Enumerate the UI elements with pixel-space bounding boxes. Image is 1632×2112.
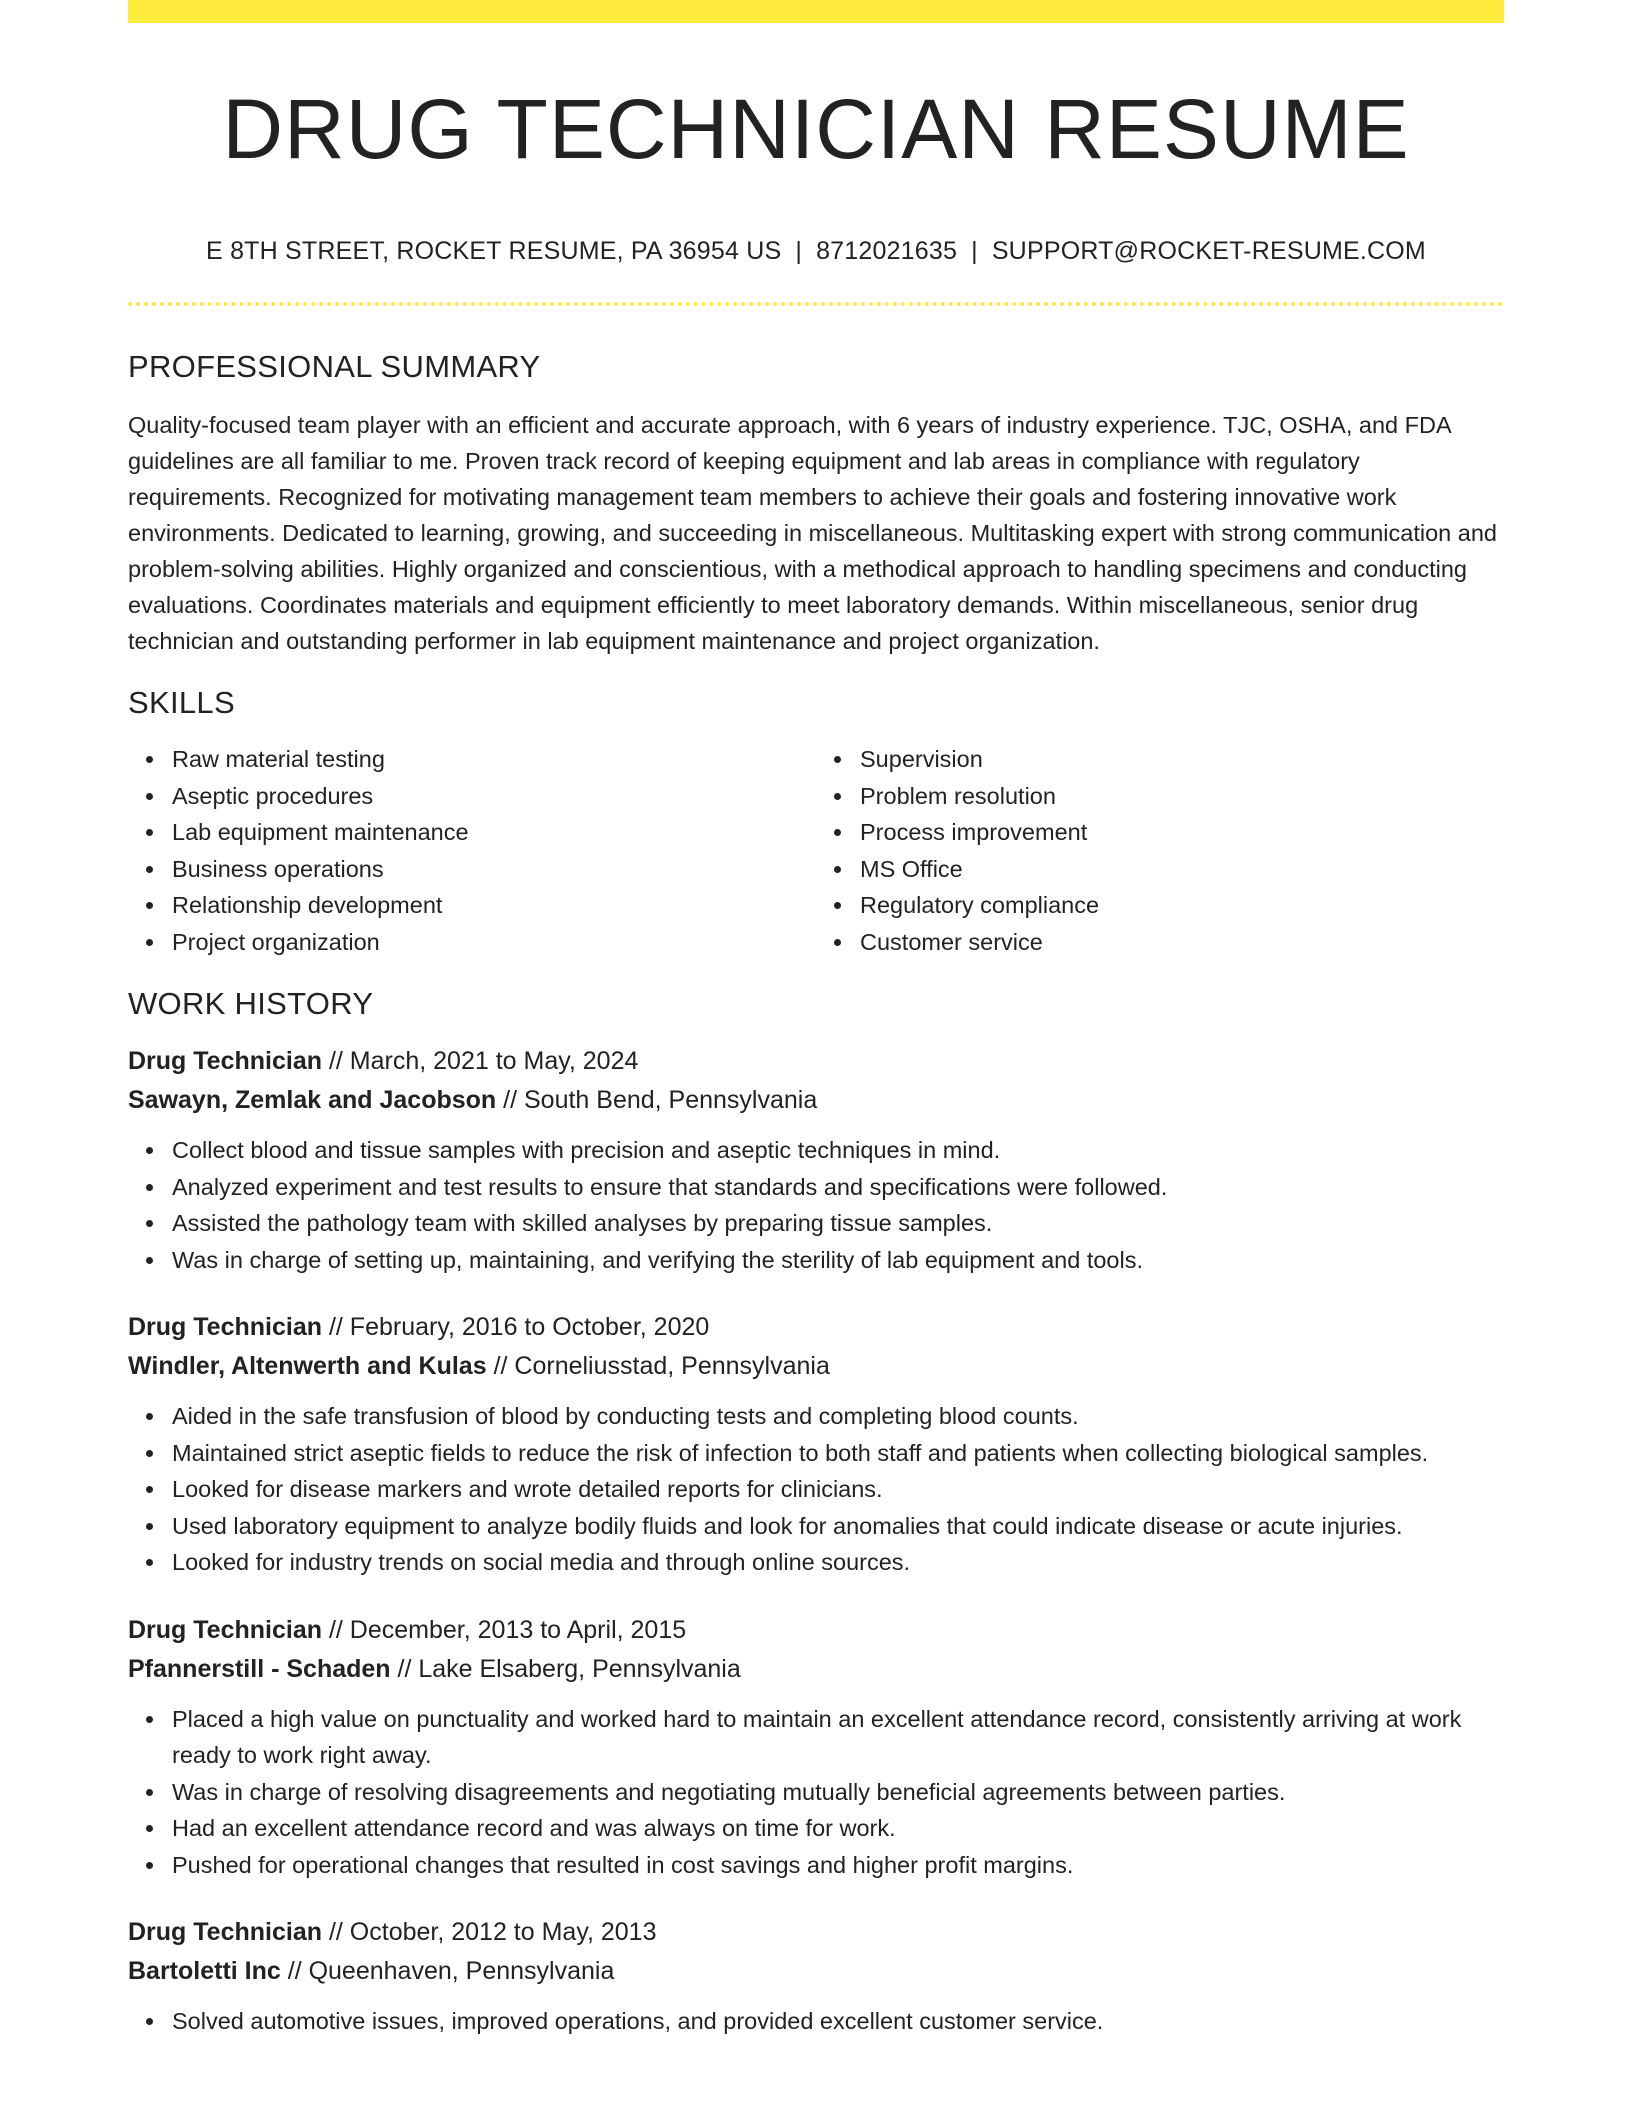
work-history-list (128, 1042, 1504, 2040)
job-company-line (128, 1347, 1504, 1386)
job-bullets (128, 2003, 1504, 2040)
job-title: Drug Technician (128, 1313, 323, 1342)
job-dates: // October, 2012 to May, 2013 (322, 1918, 657, 1947)
job-title-line (128, 1308, 1504, 1347)
summary-text: Quality-focused team player with an efficient and accurate approach, with 6 years of industry experience. TJC, OSHA, and FDA guidelines are all familiar to me. Proven track record of keeping equipment and lab areas in compliance with regulatory requirements. Recognized for motivating management team members to achieve their goals and fostering innovative work environments. Dedicated to learning, growing, and succeeding in miscellaneous. Multitasking expert with strong communication and problem-solving abilities. Highly organized and conscientious, with a methodical approach to handling specimens and conducting evaluations. Coordinates materials and equipment efficiently to meet laboratory demands. Within miscellaneous, senior drug technician and outstanding performer in lab equipment maintenance and project organization. (128, 412, 1497, 655)
job-company: Windler, Altenwerth and Kulas (128, 1352, 487, 1381)
job-title: Drug Technician (128, 1047, 323, 1076)
job-location: // Corneliusstad, Pennsylvania (486, 1352, 830, 1381)
skills-heading: SKILLS (128, 685, 235, 721)
job-entry (128, 1308, 1504, 1581)
job-entry (128, 1042, 1504, 1278)
skill-item: Lab equipment maintenance (172, 814, 816, 851)
contact-address: E 8TH STREET, ROCKET RESUME, PA 36954 US (206, 237, 782, 266)
job-bullet: Looked for disease markers and wrote detailed reports for clinicians. (172, 1471, 1504, 1508)
skill-item: Process improvement (860, 814, 1504, 851)
skills-column-right (816, 741, 1504, 960)
job-dates: // March, 2021 to May, 2024 (322, 1047, 639, 1076)
job-title: Drug Technician (128, 1615, 323, 1644)
skill-item: Raw material testing (172, 741, 816, 778)
skill-item: MS Office (860, 851, 1504, 888)
job-bullet: Looked for industry trends on social media and through online sources. (172, 1544, 1504, 1581)
job-bullet: Analyzed experiment and test results to ensure that standards and specifications were followed. (172, 1169, 1504, 1206)
job-location: // Queenhaven, Pennsylvania (280, 1957, 615, 1986)
job-company-line (128, 1081, 1504, 1120)
job-bullet: Assisted the pathology team with skilled analyses by preparing tissue samples. (172, 1205, 1504, 1242)
dotted-divider (128, 302, 1504, 306)
job-bullet: Used laboratory equipment to analyze bodily fluids and look for anomalies that could indicate disease or acute injuries. (172, 1508, 1504, 1545)
job-company: Bartoletti Inc (128, 1957, 281, 1986)
top-accent-bar (128, 0, 1504, 23)
job-bullet: Had an excellent attendance record and was always on time for work. (172, 1810, 1504, 1847)
job-title-line (128, 1611, 1504, 1650)
job-bullet: Aided in the safe transfusion of blood by conducting tests and completing blood counts. (172, 1398, 1504, 1435)
work-history-heading: WORK HISTORY (128, 986, 374, 1022)
job-location: // South Bend, Pennsylvania (496, 1086, 818, 1115)
job-title-line (128, 1042, 1504, 1081)
skill-item: Customer service (860, 924, 1504, 961)
job-dates: // December, 2013 to April, 2015 (322, 1615, 687, 1644)
job-bullet: Was in charge of resolving disagreements and negotiating mutually beneficial agreements between parties. (172, 1774, 1504, 1811)
job-entry (128, 1611, 1504, 1884)
contact-separator: | (795, 237, 803, 266)
job-bullet: Pushed for operational changes that resulted in cost savings and higher profit margins. (172, 1847, 1504, 1884)
contact-line (128, 237, 1504, 266)
resume-title: DRUG TECHNICIAN RESUME (222, 82, 1410, 176)
contact-separator: | (971, 237, 978, 266)
skill-item: Regulatory compliance (860, 887, 1504, 924)
job-dates: // February, 2016 to October, 2020 (322, 1313, 710, 1342)
job-bullets (128, 1398, 1504, 1581)
skill-item: Business operations (172, 851, 816, 888)
summary-heading: PROFESSIONAL SUMMARY (128, 349, 541, 385)
skill-item: Aseptic procedures (172, 778, 816, 815)
job-location: // Lake Elsaberg, Pennsylvania (390, 1654, 741, 1683)
job-title-line (128, 1913, 1504, 1952)
job-bullet: Was in charge of setting up, maintaining, and verifying the sterility of lab equipment and tools. (172, 1242, 1504, 1279)
job-bullet: Placed a high value on punctuality and worked hard to maintain an excellent attendance record, consistently arriving at work ready to work right away. (172, 1701, 1504, 1774)
skills-grid (128, 741, 1504, 960)
skill-item: Relationship development (172, 887, 816, 924)
skills-column-left (128, 741, 816, 960)
job-company-line (128, 1650, 1504, 1689)
contact-email: SUPPORT@ROCKET-RESUME.COM (991, 237, 1426, 266)
resume-page (128, 0, 1504, 2040)
job-bullet: Maintained strict aseptic fields to reduce the risk of infection to both staff and patients when collecting biological samples. (172, 1435, 1504, 1472)
contact-phone: 8712021635 (816, 237, 958, 266)
job-bullets (128, 1132, 1504, 1278)
skill-item: Project organization (172, 924, 816, 961)
skill-item: Supervision (860, 741, 1504, 778)
job-bullets (128, 1701, 1504, 1884)
job-company: Sawayn, Zemlak and Jacobson (128, 1086, 497, 1115)
job-entry (128, 1913, 1504, 2040)
job-company: Pfannerstill - Schaden (128, 1654, 391, 1683)
job-company-line (128, 1952, 1504, 1991)
job-bullet: Solved automotive issues, improved operations, and provided excellent customer service. (172, 2003, 1504, 2040)
job-bullet: Collect blood and tissue samples with precision and aseptic techniques in mind. (172, 1132, 1504, 1169)
job-title: Drug Technician (128, 1918, 323, 1947)
skill-item: Problem resolution (860, 778, 1504, 815)
